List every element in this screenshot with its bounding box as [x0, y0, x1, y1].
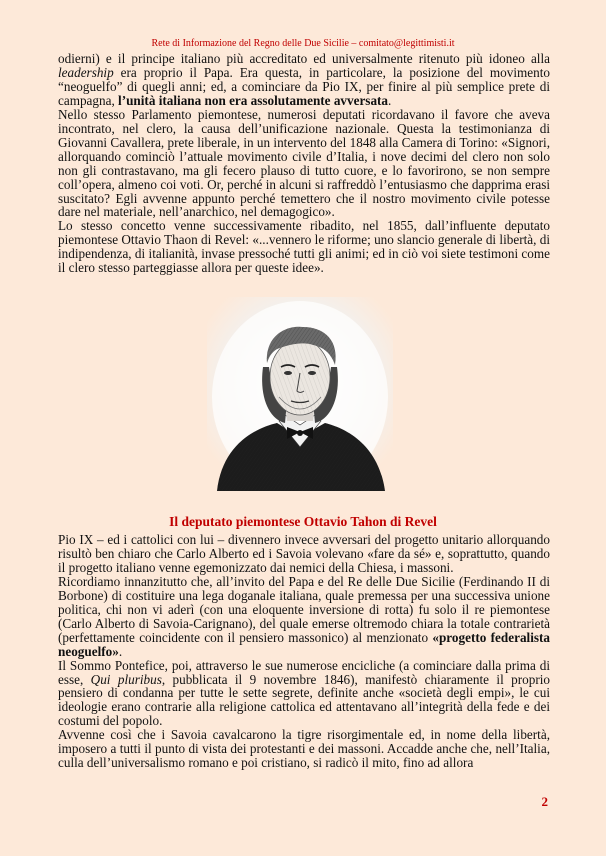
paragraph: Avvenne così che i Savoia cavalcarono la tigre risorgimentale ed, in nome della libertà, imposero a tutti il punto di vista dei protestanti e dei massoni. Accadde anche che, nell’Italia, culla dell’universalismo romano e poi cristiano, si radicò il mito, fino ad allora	[58, 727, 550, 771]
text-block-bottom	[58, 533, 550, 770]
italic-term: Qui pluribus	[90, 671, 162, 687]
bold-emphasis: l’unità italiana non era assolutamente avversata	[118, 92, 389, 108]
paragraph: Nello stesso Parlamento piemontese, numerosi deputati ricordavano il favore che aveva incontrato, nel clero, la causa dell’unificazione nazionale. Questa la testimonianza di Giovanni Cavallera, prete liberale, in un intervento del 1848 alla Camera di Torino: «Signori, allorquando cominciò l’attuale movimento civile d’Italia, i nove decimi del clero non solo non gli contrastavano, ma gli fecero plauso di tutto cuore, e lo favorirono, se non sempre coll’opera, almeno coi voti. Or, perché in alcuni si raffreddò l’entusiasmo che dapprima erasi suscitato? Egli avvenne appunto perché temettero che il nostro movimento civile potesse dare nel materiale, nell’anarchico, nel demagogico».	[58, 106, 550, 220]
paragraph: Lo stesso concetto venne successivamente ribadito, nel 1855, dall’influente deputato piemontese Ottavio Thaon di Revel: «...vennero le riforme; uno slancio generale di libertà, di indipendenza, di italianità, invase pressoché tutti gli animi; ed in ciò voi siete testimoni come il clero stesso parteggiasse allora per queste idee».	[58, 218, 550, 276]
paragraph: Pio IX – ed i cattolici con lui – divennero invece avversari del progetto unitario allorquando risultò ben chiaro che Carlo Alberto ed i Savoia volevano «fare da sé» e, soprattutto, quando il progetto italiano venne egemonizzato dai nemici della Chiesa, i massoni.	[58, 532, 550, 575]
portrait-engraving	[207, 297, 393, 491]
italic-term: leadership	[58, 64, 114, 80]
bold-emphasis: «progetto federalista neoguelfo»	[58, 629, 550, 659]
page-number: 2	[541, 794, 548, 809]
text-block-top	[58, 52, 550, 275]
paragraph: Il Sommo Pontefice, poi, attraverso le sue numerose encicliche (a cominciare dalla prima di esse, Qui pluribus, pubblicata il 9 novembre 1846), manifestò chiaramente il proprio pensiero di condanna per tutte le sette segrete, definite anche «società degli empi», le cui ideologie erano contrarie alla religione cattolica ed attentavano all’integrità della fede e dei costumi del popolo.	[58, 657, 550, 729]
paragraph: odierni) e il principe italiano più accreditato ed universalmente ritenuto più idoneo alla leadership era proprio il Papa. Era questa, in particolare, la posizione del movimento “neoguelfo” di quegli anni; ed, a cominciare da Pio IX, per finire al più semplice prete di campagna, l’unità italiana non era assolutamente avversata.	[58, 51, 550, 108]
portrait-caption: Il deputato piemontese Ottavio Tahon di Revel	[169, 514, 437, 529]
paragraph: Ricordiamo innanzitutto che, all’invito del Papa e del Re delle Due Sicilie (Ferdinando II di Borbone) di costituire una lega doganale italiana, quale premessa per una successiva unione politica, chi non vi aderì (con una eloquente inversione di rotta) fu solo il re piemontese (Carlo Alberto di Savoia-Carignano), del quale emerse oltremodo chiara la totale contrarietà (perfettamente coincidente con il pensiero massonico) al menzionato «progetto federalista neoguelfo».	[58, 573, 550, 659]
page-header: Rete di Informazione del Regno delle Due Sicilie – comitato@legittimisti.it	[151, 38, 455, 49]
